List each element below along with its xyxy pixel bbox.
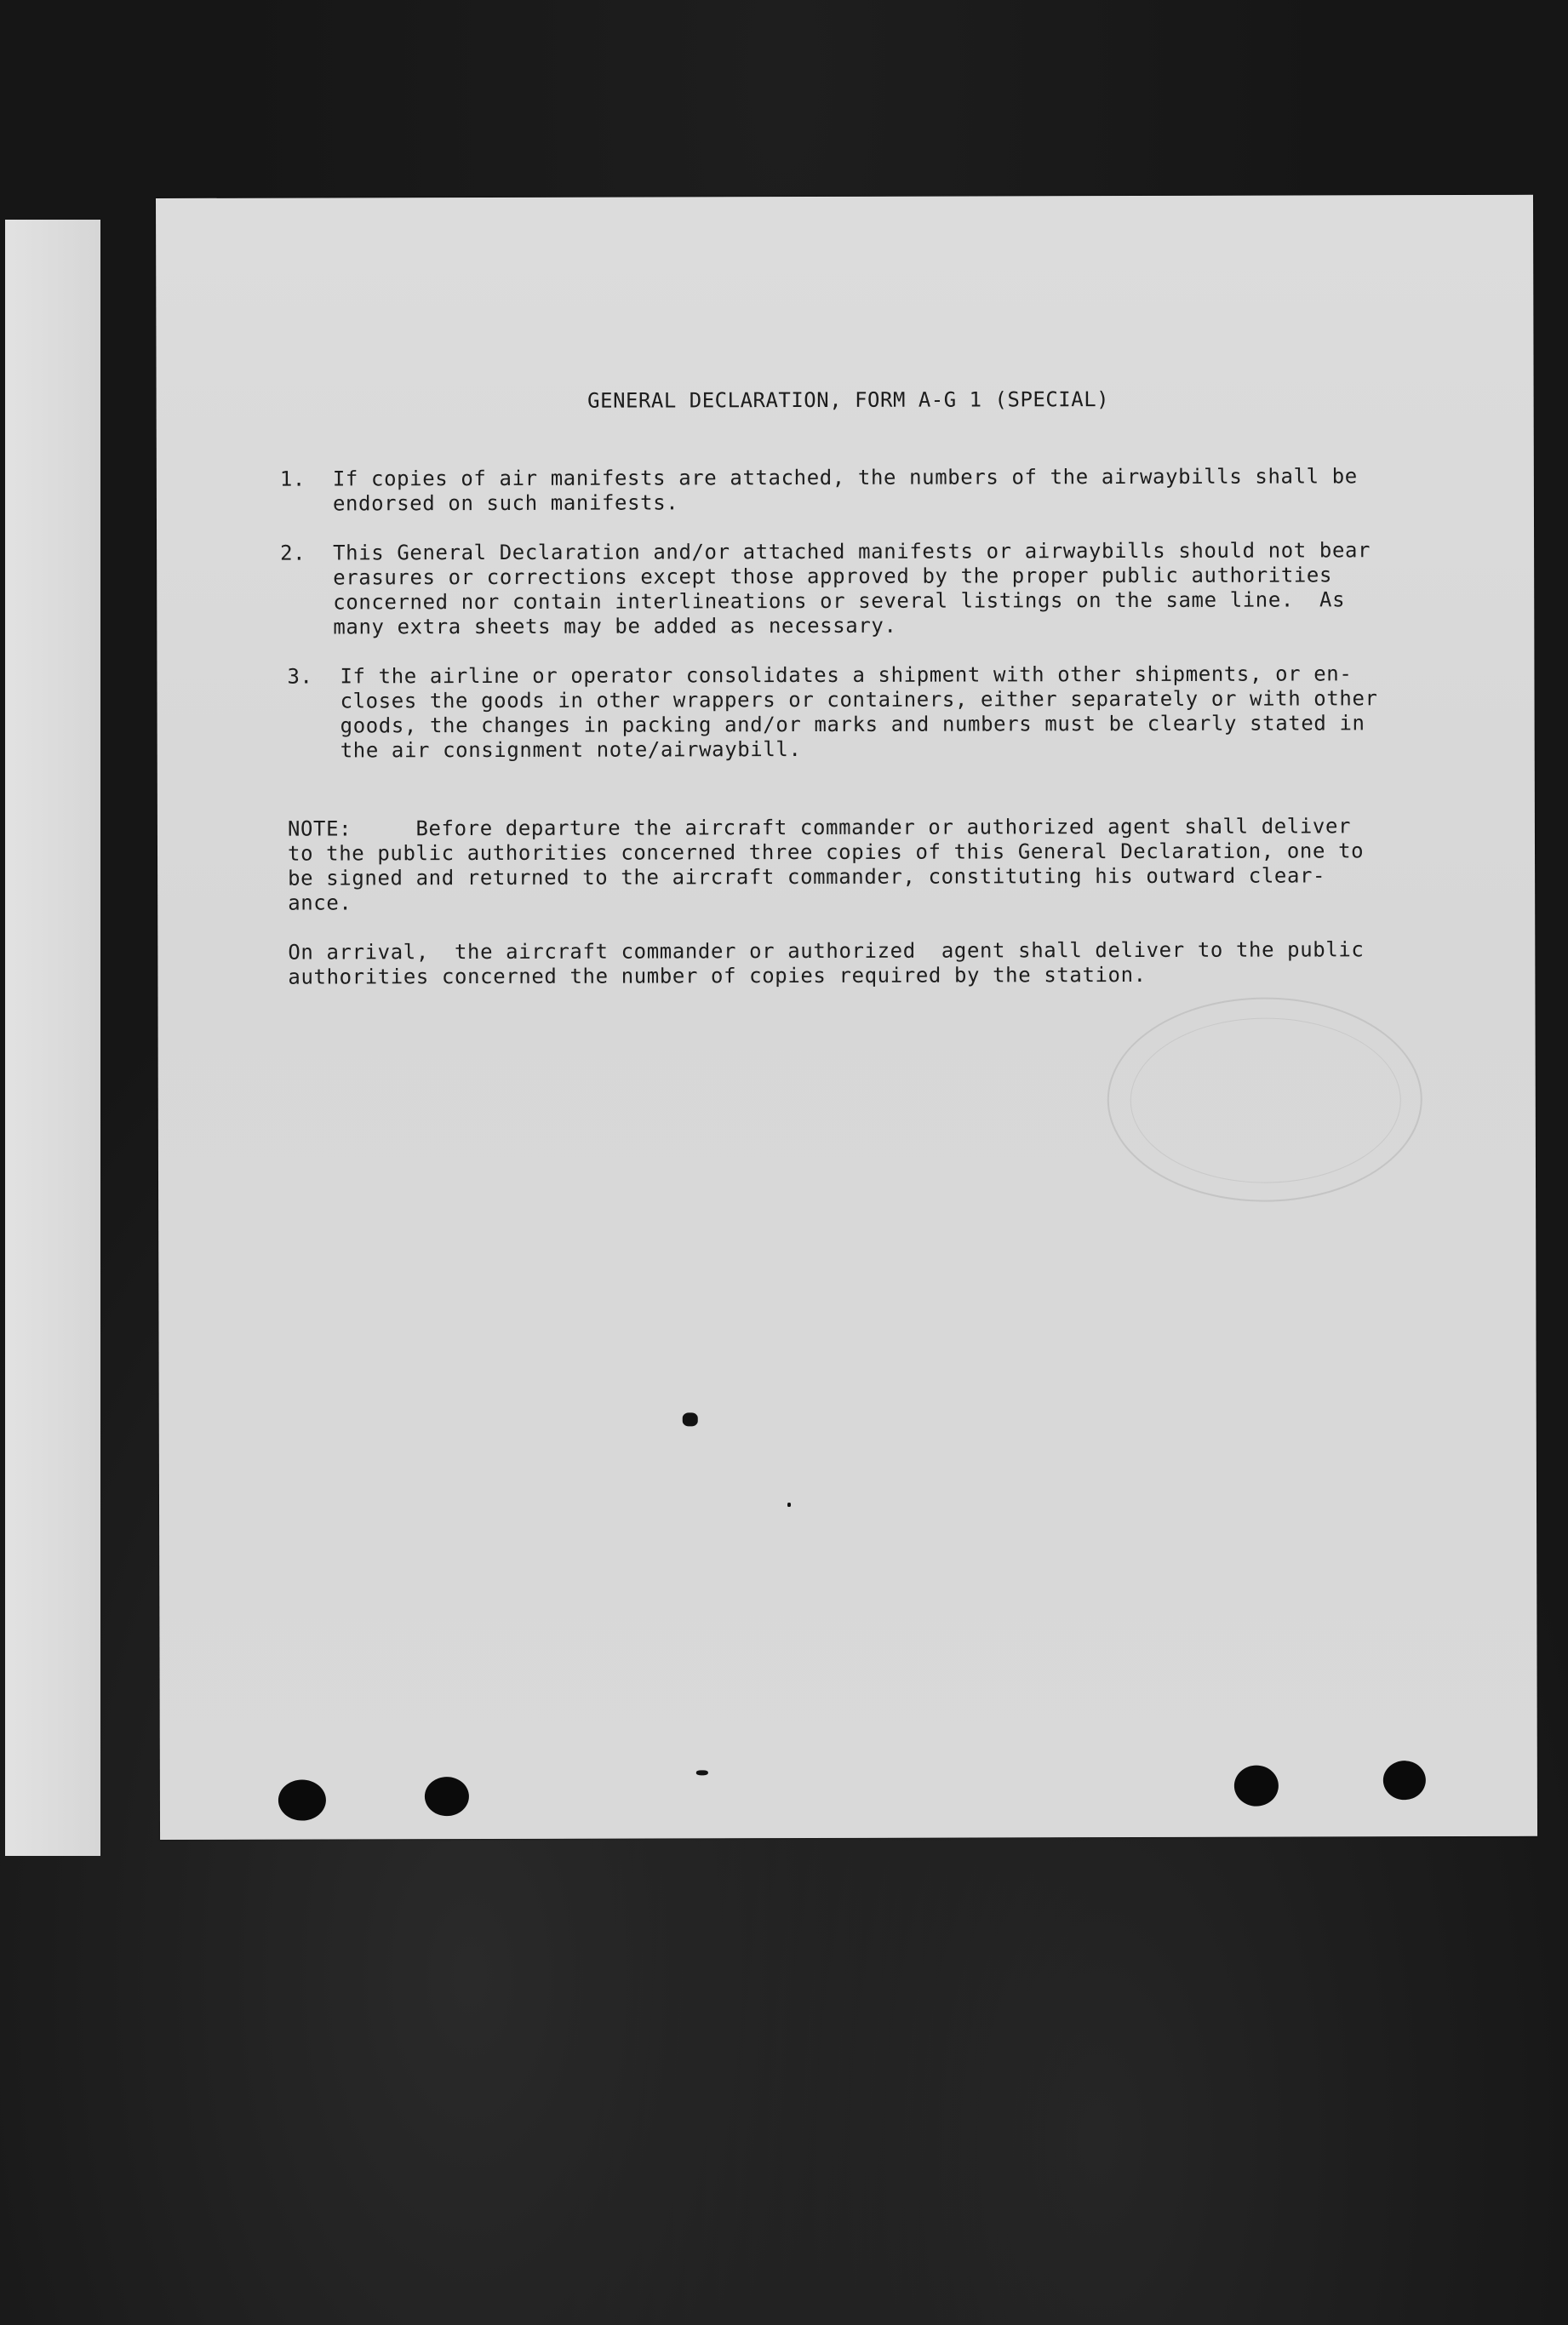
binder-hole	[278, 1779, 326, 1820]
item-number: 2.	[280, 541, 306, 565]
arrival-paragraph	[288, 937, 1420, 989]
text-line: NOTE: Before departure the aircraft commander or authorized agent shall deliver	[287, 814, 1352, 841]
text-line: be signed and returned to the aircraft commander, constituting his outward clear-	[288, 863, 1326, 890]
item-number: 1.	[279, 467, 306, 491]
list-item-2	[280, 538, 1412, 639]
note-paragraph	[288, 814, 1420, 915]
faded-stamp-mark	[1107, 997, 1422, 1202]
item-text	[333, 464, 1358, 516]
binder-hole	[1383, 1761, 1426, 1800]
text-line: endorsed on such manifests.	[332, 490, 679, 516]
list-item-3	[287, 661, 1419, 763]
list-item-1	[279, 464, 1412, 516]
item-text	[333, 538, 1371, 639]
document-page	[156, 195, 1537, 1840]
ink-speck	[683, 1412, 698, 1426]
item-text	[340, 661, 1377, 763]
adjacent-page-strip	[5, 220, 100, 1856]
text-line: closes the goods in other wrappers or containers, either separately or with other	[340, 686, 1378, 713]
binder-hole	[1234, 1766, 1279, 1807]
text-line: goods, the changes in packing and/or marks and numbers must be clearly stated in	[340, 711, 1365, 738]
text-line: many extra sheets may be added as necessary.	[333, 613, 897, 639]
text-line: This General Declaration and/or attached manifests or airwaybills should not bear	[333, 538, 1371, 565]
document-title: GENERAL DECLARATION, FORM A-G 1 (SPECIAL)	[587, 387, 1110, 413]
text-line: If the airline or operator consolidates a shipment with other shipments, or en-	[340, 661, 1353, 689]
item-number: 3.	[287, 664, 313, 689]
text-line: concerned nor contain interlineations or several listings on the same line. As	[333, 587, 1346, 615]
text-line: If copies of air manifests are attached, the numbers of the airwaybills shall be	[332, 464, 1358, 491]
ink-speck	[696, 1770, 708, 1775]
stamp-inner-ring	[1130, 1017, 1402, 1183]
text-line: to the public authorities concerned three copies of this General Declaration, one to	[287, 839, 1365, 866]
text-line: authorities concerned the number of copies required by the station.	[288, 962, 1147, 989]
text-line: the air consignment note/airwaybill.	[340, 737, 802, 763]
text-line: On arrival, the aircraft commander or authorized agent shall deliver to the public	[288, 937, 1365, 965]
binder-hole	[425, 1777, 469, 1816]
ink-speck	[787, 1503, 791, 1507]
text-line: erasures or corrections except those approved by the proper public authorities	[333, 563, 1333, 590]
text-line: ance.	[288, 890, 352, 915]
